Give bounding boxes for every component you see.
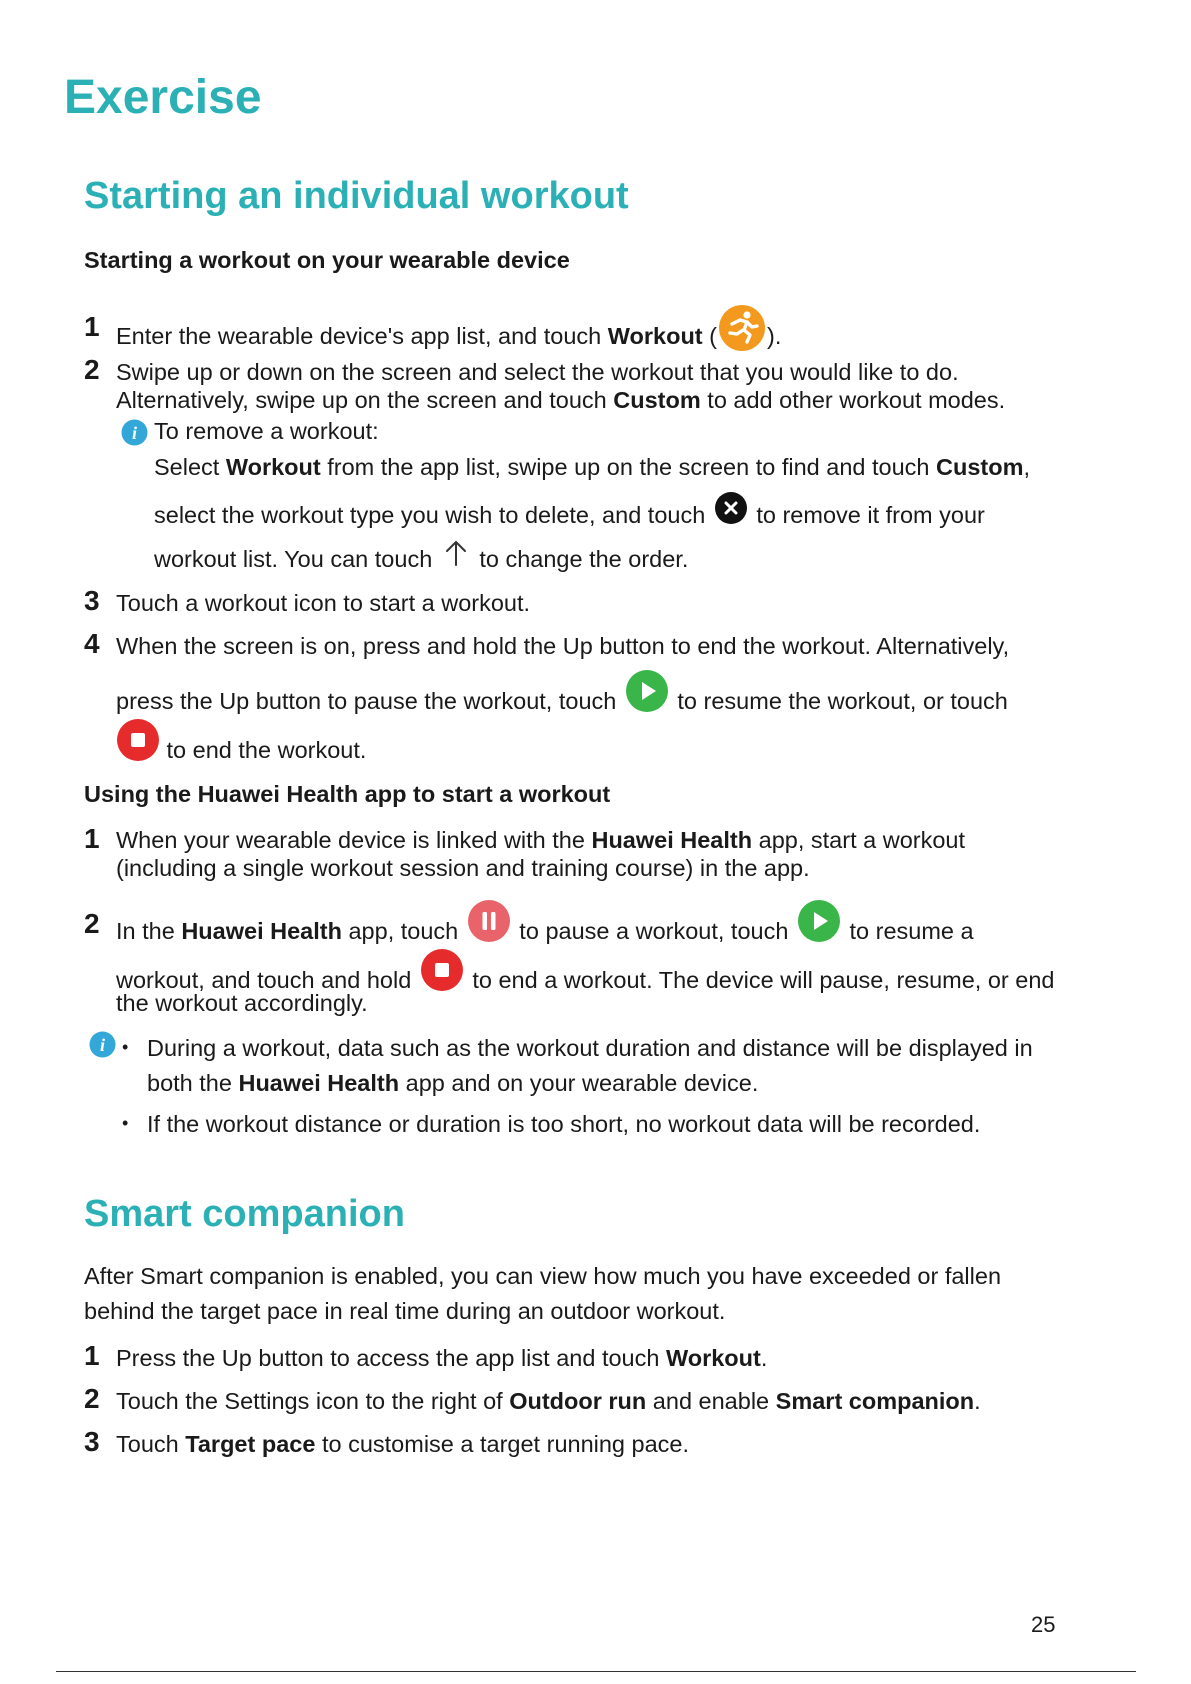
step-number: 1 [84,311,100,342]
subheading-huawei-health: Using the Huawei Health app to start a workout [84,781,611,807]
stop-icon [116,718,160,762]
note-text: select the workout type you wish to delete, and touch to remove it from your [154,500,985,534]
step-text: press the Up button to pause the workout, touch to resume the workout, or touch [116,681,1008,725]
step-text: Swipe up or down on the screen and select the workout that you would like to do. [116,359,959,385]
subheading-wearable-device: Starting a workout on your wearable device [84,247,570,273]
note-title: To remove a workout: [154,418,379,444]
info-icon [89,1031,116,1063]
arrow-up-icon [443,539,469,567]
note-text: Select Workout from the app list, swipe up on the screen to find and touch Custom, [154,454,1031,480]
step-text: Touch the Settings icon to the right of Outdoor run and enable Smart companion. [116,1388,981,1414]
info-icon [121,419,148,451]
section-heading-smart-companion: Smart companion [84,1193,405,1235]
bullet: • [122,1113,129,1133]
step-text: When the screen is on, press and hold the Up button to end the workout. Alternatively, [116,633,1010,659]
step-number: 1 [84,823,100,854]
svg-text:i: i [99,1035,106,1055]
note-text: workout list. You can touch to change the order. [154,544,688,575]
step-number: 4 [84,628,100,659]
page-title: Exercise [64,71,262,124]
step-text: In the Huawei Health app, touch to pause a workout, touch to resume a [116,911,974,955]
svg-text:i: i [131,423,138,443]
step-number: 3 [84,1426,100,1457]
step-text: Touch a workout icon to start a workout. [116,590,531,616]
step-text: to end the workout. [116,730,366,774]
note-text: both the Huawei Health app and on your wearable device. [147,1070,759,1096]
bullet: • [122,1037,129,1057]
note-text: If the workout distance or duration is too short, no workout data will be recorded. [147,1111,981,1137]
step-number: 2 [84,908,100,939]
play-icon [625,669,669,713]
step-text: workout, and touch and hold to end a workout. The device will pause, resume, or end [116,960,1055,1004]
step-number: 1 [84,1340,100,1371]
step-text: Touch Target pace to customise a target running pace. [116,1431,690,1457]
step-text: When your wearable device is linked with the Huawei Health app, start a workout [116,827,966,853]
step-text: (including a single workout session and training course) in the app. [116,855,810,881]
play-icon [797,899,841,943]
close-circle-icon [714,491,748,525]
section-heading-individual-workout: Starting an individual workout [84,175,629,217]
step-text: the workout accordingly. [116,990,368,1016]
step-text: Alternatively, swipe up on the screen and touch Custom to add other workout modes. [116,387,1006,413]
intro-text: behind the target pace in real time during an outdoor workout. [84,1298,726,1324]
step-number: 3 [84,585,100,616]
stop-icon [420,948,464,992]
footer-divider [56,1671,1136,1672]
step-text: Press the Up button to access the app list and touch Workout. [116,1345,768,1371]
intro-text: After Smart companion is enabled, you can view how much you have exceeded or fallen [84,1263,1002,1289]
step-number: 2 [84,1383,100,1414]
note-text: During a workout, data such as the workout duration and distance will be displayed in [147,1035,1033,1061]
pause-icon [467,899,511,943]
step-text: Enter the wearable device's app list, and touch Workout ( ). [116,314,781,362]
workout-running-icon [718,304,766,352]
page-number: 25 [1031,1612,1056,1637]
step-number: 2 [84,354,100,385]
